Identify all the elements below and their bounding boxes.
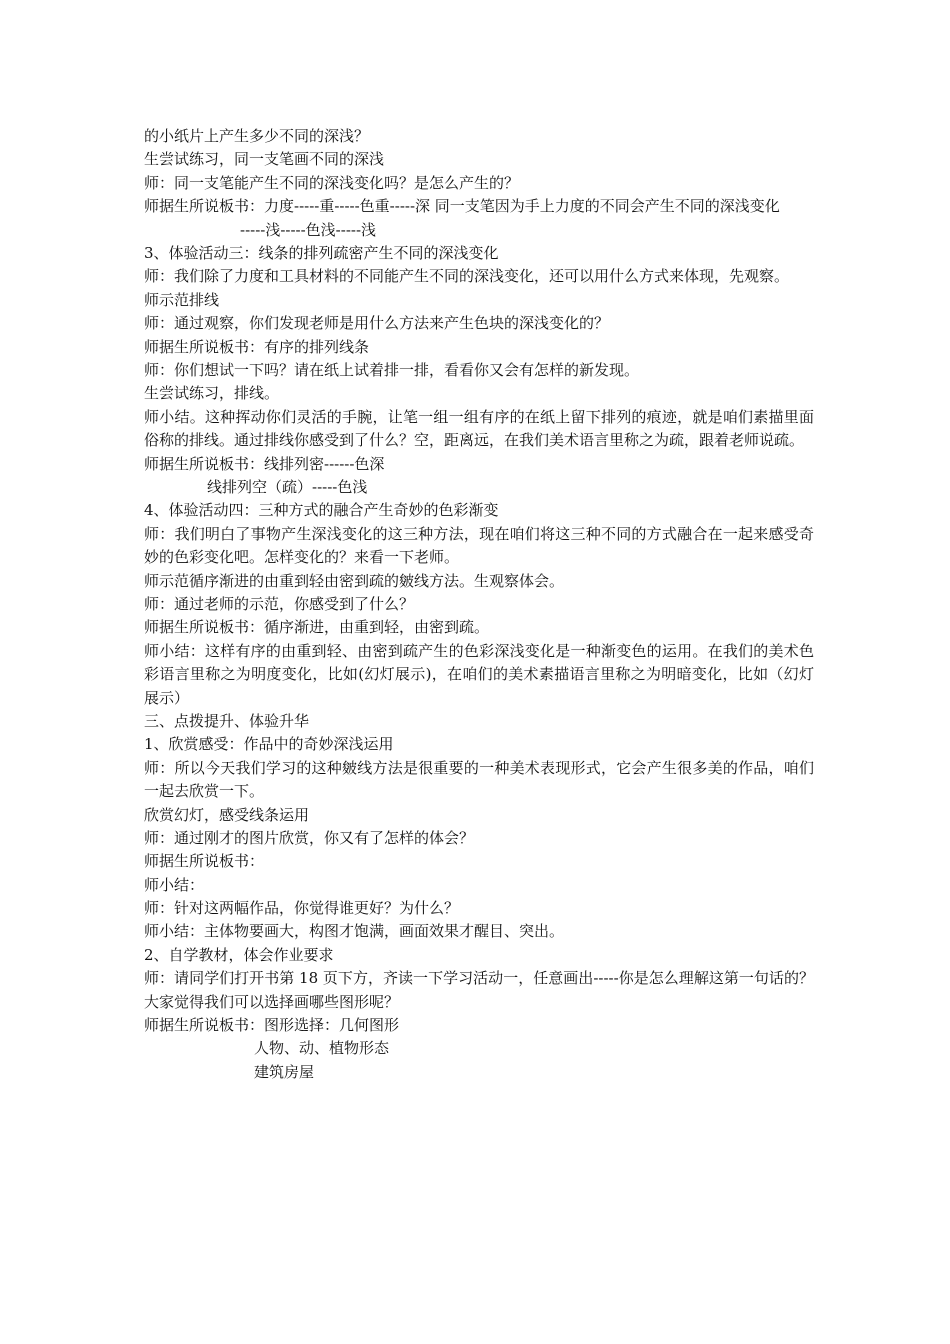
section-heading: 1、欣赏感受：作品中的奇妙深浅运用 — [144, 735, 394, 754]
text-line-indented: -----浅-----色浅-----浅 — [240, 220, 377, 239]
text-line: 师示范循序渐进的由重到轻由密到疏的皴线方法。生观察体会。 — [144, 571, 565, 590]
text-line: 欣赏幻灯，感受线条运用 — [144, 805, 310, 824]
text-paragraph: 师：所以今天我们学习的这种皴线方法是很重要的一种美术表现形式，它会产生很多美的作品，咱们一起去欣赏一下。 — [144, 758, 814, 801]
text-line: 师据生所说板书： — [144, 852, 265, 871]
text-paragraph: 师：我们除了力度和工具材料的不同能产生不同的深浅变化，还可以用什么方式来体现，先观察。 — [144, 267, 790, 286]
document-body — [144, 125, 814, 1084]
text-paragraph: 师小结。这种挥动你们灵活的手腕，让笔一组一组有序的在纸上留下排列的痕迹，就是咱们素描里面俗称的排线。通过排线你感受到了什么？空，距离远，在我们美术语言里称之为疏，跟着老师说疏。 — [144, 407, 814, 450]
text-line: 师据生所说板书：图形选择：几何图形 — [144, 1016, 400, 1035]
text-line: 师：通过观察，你们发现老师是用什么方法来产生色块的深浅变化的？ — [144, 314, 610, 333]
text-paragraph: 师据生所说板书：力度-----重-----色重-----深 同一支笔因为手上力度的不同会产生不同的深浅变化 — [144, 197, 780, 216]
text-line-indented: 线排列空（疏）-----色浅 — [207, 477, 368, 496]
section-heading: 三、点拨提升、体验升华 — [144, 711, 310, 730]
text-line: 师据生所说板书：循序渐进，由重到轻，由密到疏。 — [144, 618, 490, 637]
text-line: 师示范排线 — [144, 290, 220, 309]
section-heading: 2、自学教材，体会作业要求 — [144, 945, 334, 964]
text-paragraph: 师：我们明白了事物产生深浅变化的这三种方法，现在咱们将这三种不同的方式融合在一起来感受奇妙的色彩变化吧。怎样变化的？来看一下老师。 — [144, 524, 814, 567]
text-paragraph: 师：请同学们打开书第 18 页下方，齐读一下学习活动一，任意画出-----你是怎么理解这第一句话的？大家觉得我们可以选择画哪些图形呢？ — [144, 969, 814, 1011]
text-line: 师小结： — [144, 875, 205, 894]
text-line: 师：通过刚才的图片欣赏，你又有了怎样的体会？ — [144, 828, 475, 847]
text-paragraph: 师小结：这样有序的由重到轻、由密到疏产生的色彩深浅变化是一种渐变色的运用。在我们的美术色彩语言里称之为明度变化，比如(幻灯展示)，在咱们的美术素描语言里称之为明暗变化，比如（幻灯展示） — [144, 641, 814, 707]
text-line: 师据生所说板书：有序的排列线条 — [144, 337, 370, 356]
text-line: 师：你们想试一下吗？请在纸上试着排一排，看看你又会有怎样的新发现。 — [144, 360, 640, 379]
text-line-indented: 建筑房屋 — [254, 1062, 315, 1081]
text-line: 师：通过老师的示范，你感受到了什么？ — [144, 594, 415, 613]
text-line: 师：同一支笔能产生不同的深浅变化吗？是怎么产生的？ — [144, 173, 520, 192]
text-line: 生尝试练习，排线。 — [144, 384, 280, 403]
text-line: 师据生所说板书：线排列密------色深 — [144, 454, 385, 473]
text-line: 师：针对这两幅作品，你觉得谁更好？为什么？ — [144, 899, 460, 918]
text-line-indented: 人物、动、植物形态 — [254, 1039, 390, 1058]
text-line: 的小纸片上产生多少不同的深浅？ — [144, 127, 370, 145]
section-heading: 3、体验活动三：线条的排列疏密产生不同的深浅变化 — [144, 243, 499, 262]
text-line: 生尝试练习，同一支笔画不同的深浅 — [144, 150, 385, 169]
section-heading: 4、体验活动四：三种方式的融合产生奇妙的色彩渐变 — [144, 501, 499, 520]
text-line: 师小结：主体物要画大，构图才饱满，画面效果才醒目、突出。 — [144, 922, 565, 941]
